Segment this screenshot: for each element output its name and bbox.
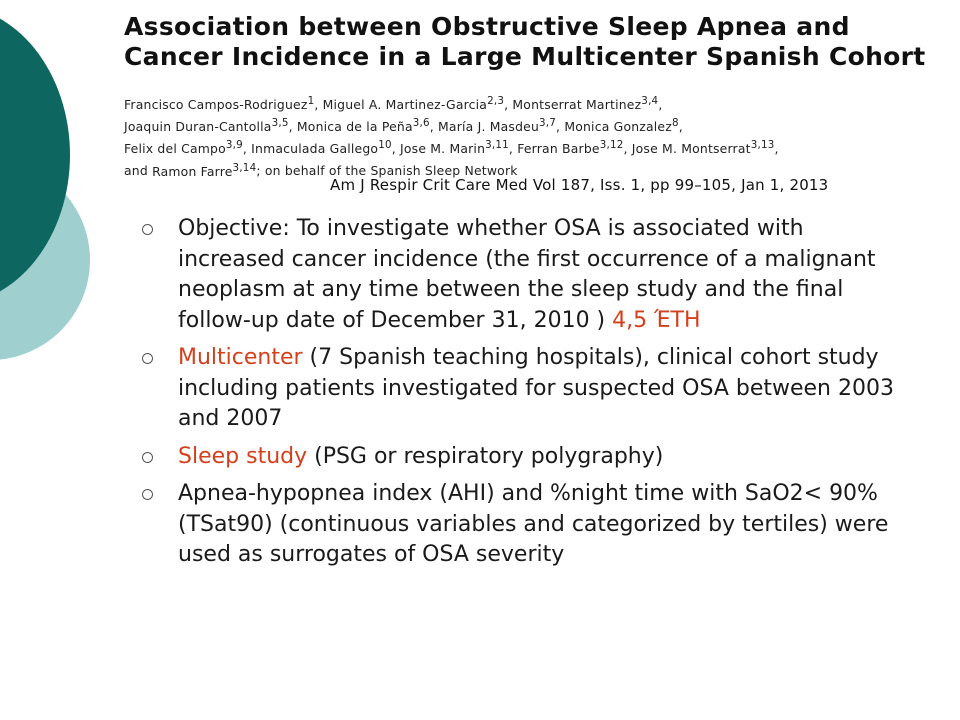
author: Jose M. Marin$^{3,11}$ [400,139,509,157]
bullet-list [138,214,908,578]
author: Jose M. Montserrat$^{3,13}$ [631,139,775,157]
author-list: Francisco Campos-Rodriguez$^1$, Miguel A. Martinez-Garcia$^{2,3}$, Montserrat Martinez$^{3,4}$, Joaquin Duran-Cantolla$^{3,5}$, Monica de la Peña$^{3,6}$, María J. Masdeu$^{3,7}$, Monica Gonzalez$^8$, Felix del Campo$^{3,9}$, Inmaculada Gallego$^{10}$, Jose M. Marin$^{3,11}$, Ferran Barbe$^{3,12}$, Jose M. Montserrat$^{3,13}$, and Ramon Farre$^{3,14}$; on behalf of the Spanish Sleep Network [124,95,779,179]
author: Felix del Campo$^{3,9}$ [124,139,243,157]
highlight-text: Multicenter [178,345,303,370]
paper-title-line-2: Cancer Incidence in a Large Multicenter Spanish Cohort [124,42,926,71]
bullet-circle-icon [142,224,153,235]
bullet-sleep-study: Sleep study (PSG or respiratory polygraphy) [138,442,908,473]
author: Monica de la Peña$^{3,6}$ [296,117,430,135]
journal-citation: Am J Respir Crit Care Med Vol 187, Iss. 1, pp 99–105, Jan 1, 2013 [330,176,829,194]
author: Ferran Barbe$^{3,12}$ [517,139,624,157]
author: María J. Masdeu$^{3,7}$ [438,117,557,135]
bullet-objective: Objective: To investigate whether OSA is associated with increased cancer incidence (the first occurrence of a malignant neoplasm at any time between the sleep study and the final follow-up date of December 31, 2010 ) 4,5 ΈΤΗ [138,214,908,336]
author: Joaquin Duran-Cantolla$^{3,5}$ [124,117,289,135]
author: Montserrat Martinez$^{3,4}$ [512,95,659,113]
author: Monica Gonzalez$^8$ [564,117,679,135]
highlight-text: Sleep study [178,443,308,469]
author: Miguel A. Martinez-Garcia$^{2,3}$ [322,95,505,113]
author-group: on behalf of the Spanish Sleep Network [264,163,518,179]
author: Francisco Campos-Rodriguez$^1$ [124,95,315,113]
bullet-circle-icon [142,452,153,463]
author: Ramon Farre$^{3,14}$ [152,161,257,179]
highlight-text: 4,5 ΈΤΗ [612,307,701,333]
bullet-circle-icon [142,353,153,364]
and-word: and [124,163,148,179]
paper-title-line-1: Association between Obstructive Sleep Apnea and [124,12,850,41]
author: Inmaculada Gallego$^{10}$ [251,139,392,157]
bullet-circle-icon [142,489,153,500]
paper-title [124,12,954,72]
bullet-design: Multicenter (7 Spanish teaching hospitals), clinical cohort study including patients investigated for suspected OSA between 2003 and 2007 [138,343,908,435]
bullet-ahi: Apnea-hypopnea index (AHI) and %night time with SaO2< 90% (TSat90) (continuous variables and categorized by tertiles) were used as surrogates of OSA severity [138,479,908,571]
